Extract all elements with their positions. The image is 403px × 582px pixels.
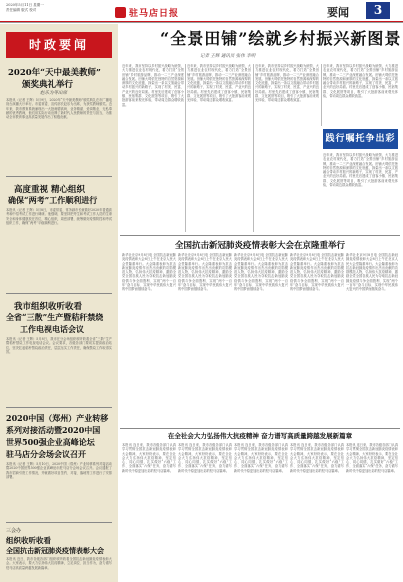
column-divider <box>253 64 254 232</box>
article-5-kicker: 三会办 <box>6 528 22 534</box>
third-headline: 在全社会大力弘扬伟大抗疫精神 奋力谱写高质量跨越发展新篇章 <box>167 432 353 440</box>
second-body-col-5: 新华社北京9月8日电 全国抗击新冠肺炎疫情表彰大会8日上午在北京人民大会堂隆重举行。大会隆重表彰为抗击新冠肺炎疫情作出杰出贡献的功勋模范人物，弘扬伟大抗疫精神，激励全党全国各族人民为夺取抗击新冠肺炎疫情斗争全面胜利、实现“两个一百年”奋斗目标、实现中华民族伟大复兴的中国梦而继续奋斗。 <box>346 253 398 292</box>
issue-date: 2020年5月11日 星期一 <box>6 3 44 7</box>
article-1-headline-line2: 颁奖典礼举行 <box>22 80 74 90</box>
article-1-subhead: 赵乐为等出席 <box>40 91 67 96</box>
lead-body-col-2: 近年来，我市坚持以乡村振兴战略为统领，大力推进农业农村现代化，着力打造“全景田铺”乡村旅游品牌，推动一二三产业深度融合发展。田铺大塆依托独特的自然资源和深厚的文化底蕴，探索出一条以文旅融合带动乡村振兴的新路子，实现了村美、民富、产业兴的良好局面。村里先后建成了创客小镇、民宿集群、文化展馆等项目，吸引了大批游客前来观光体验，带动周边群众增收致富。 <box>187 64 251 103</box>
section-name: 要闻 <box>327 6 349 19</box>
page-number: 3 <box>366 2 390 19</box>
article-3-headline: 我市组织收听收看 <box>14 302 83 312</box>
blue-section-banner: 践行嘱托争出彩 <box>323 129 398 149</box>
divider <box>6 293 112 294</box>
third-body-col-4: 本报讯 连日来，我市各级各部门认真学习贯彻全国抗击新冠肺炎疫情表彰大会精神，大家纷纷表示，要在全社会大力弘扬伟大抗疫精神，坚定信心、同心同德，扎实做好“六稳”工作、全面落实“六保”任务，奋力谱写新时代中原更加出彩的驻马店篇章。 <box>290 443 344 581</box>
header-divider <box>0 21 403 22</box>
column-divider <box>321 64 322 126</box>
third-body-col-1: 本报讯 连日来，我市各级各部门认真学习贯彻全国抗击新冠肺炎疫情表彰大会精神，大家纷纷表示，要在全社会大力弘扬伟大抗疫精神，坚定信心、同心同德，扎实做好“六稳”工作、全面落实“六保”任务，奋力谱写新时代中原更加出彩的驻马店篇章。 <box>122 443 176 581</box>
article-4-body: 本报讯（记者 王辉）5月10日，2020中国（郑州）产业转移系列对接活动暨2020中国世界500强企业高峰论坛驻马店分会场会议召开。会议通报了我市招商引资工作情况，并就做好项目签约、对接、落地等工作进行了安排部署。 <box>6 462 112 479</box>
divider <box>6 176 112 177</box>
article-4-headline-line2: 系列对接活动暨2020中国 <box>6 425 101 435</box>
divider <box>6 522 112 523</box>
second-body-col-2: 新华社北京9月8日电 全国抗击新冠肺炎疫情表彰大会8日上午在北京人民大会堂隆重举行。大会隆重表彰为抗击新冠肺炎疫情作出杰出贡献的功勋模范人物，弘扬伟大抗疫精神，激励全党全国各族人民为夺取抗击新冠肺炎疫情斗争全面胜利、实现“两个一百年”奋斗目标、实现中华民族伟大复兴的中国梦而继续奋斗。 <box>178 253 232 292</box>
newspaper-logo-icon <box>115 7 126 18</box>
left-column-banner: 时政要闻 <box>6 32 112 58</box>
page-header <box>0 0 403 23</box>
masthead <box>115 5 179 19</box>
article-3-headline-line3: 工作电视电话会议 <box>20 324 84 334</box>
article-3-body: 本报讯（记者 王辉）5月8日，我市在分会场组织收听收看全省“三散”生产暨秸秆禁烧工作电视电话会议。会议要求，各级各部门要切实提高政治站位，坚决扛起秸秆禁烧政治责任，层层压实工作责任，确保禁烧工作取得实效。 <box>6 337 112 354</box>
lead-body-col-5: 近年来，我市坚持以乡村振兴战略为统领，大力推进农业农村现代化，着力打造“全景田铺”乡村旅游品牌，推动一二三产业深度融合发展。田铺大塆依托独特的自然资源和深厚的文化底蕴，探索出一条以文旅融合带动乡村振兴的新路子，实现了村美、民富、产业兴的良好局面。村里先后建成了创客小镇、民宿集群、文化展馆等项目，吸引了大批游客前来观光体验，带动周边群众增收致富。 <box>323 153 398 188</box>
article-5-headline-line2: 全国抗击新冠肺炎疫情表彰大会 <box>6 546 104 555</box>
second-body-col-4: 新华社北京9月8日电 全国抗击新冠肺炎疫情表彰大会8日上午在北京人民大会堂隆重举行。大会隆重表彰为抗击新冠肺炎疫情作出杰出贡献的功勋模范人物，弘扬伟大抗疫精神，激励全党全国各族人民为夺取抗击新冠肺炎疫情斗争全面胜利、实现“两个一百年”奋斗目标、实现中华民族伟大复兴的中国梦而继续奋斗。 <box>290 253 344 292</box>
second-body-col-1: 新华社北京9月8日电 全国抗击新冠肺炎疫情表彰大会8日上午在北京人民大会堂隆重举行。大会隆重表彰为抗击新冠肺炎疫情作出杰出贡献的功勋模范人物，弘扬伟大抗疫精神，激励全党全国各族人民为夺取抗击新冠肺炎疫情斗争全面胜利、实现“两个一百年”奋斗目标、实现中华民族伟大复兴的中国梦而继续奋斗。 <box>122 253 176 292</box>
article-2-body: 本报讯（记者 王辉）5月8日，市委常委、常务副市长就做好2020年普通高考和中招考试工作进行调研。他强调，要坚持把考生和考试工作人员的生命安全和身体健康放在首位，精心组织，周密部署，统筹做好疫情防控和考试组织工作，确保“两考”平稳顺利进行。 <box>6 208 112 225</box>
issue-meta <box>6 3 76 13</box>
third-body-col-3: 本报讯 连日来，我市各级各部门认真学习贯彻全国抗击新冠肺炎疫情表彰大会精神，大家纷纷表示，要在全社会大力弘扬伟大抗疫精神，坚定信心、同心同德，扎实做好“六稳”工作、全面落实“六保”任务，奋力谱写新时代中原更加出彩的驻马店篇章。 <box>234 443 288 581</box>
lead-body-col-3: 近年来，我市坚持以乡村振兴战略为统领，大力推进农业农村现代化，着力打造“全景田铺”乡村旅游品牌，推动一二三产业深度融合发展。田铺大塆依托独特的自然资源和深厚的文化底蕴，探索出一条以文旅融合带动乡村振兴的新路子，实现了村美、民富、产业兴的良好局面。村里先后建成了创客小镇、民宿集群、文化展馆等项目，吸引了大批游客前来观光体验，带动周边群众增收致富。 <box>255 64 319 103</box>
article-4-headline: 2020中国（郑州）产业转移 <box>6 413 109 423</box>
third-body-col-5: 本报讯 连日来，我市各级各部门认真学习贯彻全国抗击新冠肺炎疫情表彰大会精神，大家纷纷表示，要在全社会大力弘扬伟大抗疫精神，坚定信心、同心同德，扎实做好“六稳”工作、全面落实“六保”任务，奋力谱写新时代中原更加出彩的驻马店篇章。 <box>346 443 398 581</box>
lead-headline: “全景田铺”绘就乡村振兴新图景 <box>160 29 402 48</box>
second-headline: 全国抗击新冠肺炎疫情表彰大会在京隆重举行 <box>174 241 345 251</box>
divider <box>120 428 400 429</box>
masthead-title: 驻马店日报 <box>129 8 180 19</box>
third-body-col-2: 本报讯 连日来，我市各级各部门认真学习贯彻全国抗击新冠肺炎疫情表彰大会精神，大家纷纷表示，要在全社会大力弘扬伟大抗疫精神，坚定信心、同心同德，扎实做好“六稳”工作、全面落实“六保”任务，奋力谱写新时代中原更加出彩的驻马店篇章。 <box>178 443 232 581</box>
article-2-headline-line2: 确保“两考”工作顺利进行 <box>8 195 98 205</box>
article-1-headline: 2020年“天中最美教师” <box>8 68 101 78</box>
column-divider <box>185 64 186 232</box>
article-5-headline: 组织收听收看 <box>6 536 51 545</box>
lead-byline: 记者 王辉 通讯员 张伟 李明 <box>200 54 256 59</box>
article-2-headline: 高度重视 精心组织 <box>14 185 85 195</box>
editor-credits: 责任编辑 版式 校对 <box>6 8 37 12</box>
divider <box>120 235 400 236</box>
article-4-headline-line4: 驻马店分会场会议召开 <box>6 449 86 459</box>
article-1-body: 本报讯（记者 王辉）5月9日，2020年“天中最美教师”颁奖典礼在市广播电视台演播大厅举行。市委常委、宣传部长赵乐为出席，为获奖教师颁奖。近年来，我市教育系统涌现出一大批师德高尚、业务精湛、爱岗敬业、无私奉献的优秀教师，他们用实际行动诠释了新时代人民教师的责任与担当，为推动全市教育事业高质量发展作出了积极贡献。 <box>6 98 112 120</box>
second-body-col-3: 新华社北京9月8日电 全国抗击新冠肺炎疫情表彰大会8日上午在北京人民大会堂隆重举行。大会隆重表彰为抗击新冠肺炎疫情作出杰出贡献的功勋模范人物，弘扬伟大抗疫精神，激励全党全国各族人民为夺取抗击新冠肺炎疫情斗争全面胜利、实现“两个一百年”奋斗目标、实现中华民族伟大复兴的中国梦而继续奋斗。 <box>234 253 288 292</box>
article-4-headline-line3: 世界500强企业高峰论坛 <box>6 437 95 447</box>
article-5-body: 本报讯 近日，我市各级各部门组织收听收看全国抗击新冠肺炎疫情表彰大会。大家表示，要大力弘扬伟大抗疫精神，立足岗位、担当作为，奋力谱写驻马店高质量跨越发展新篇章。 <box>6 557 112 570</box>
article-3-headline-line2: 全省“三散”生产暨秸秆禁烧 <box>6 312 104 322</box>
lead-body-col-1: 近年来，我市坚持以乡村振兴战略为统领，大力推进农业农村现代化，着力打造“全景田铺”乡村旅游品牌，推动一二三产业深度融合发展。田铺大塆依托独特的自然资源和深厚的文化底蕴，探索出一条以文旅融合带动乡村振兴的新路子，实现了村美、民富、产业兴的良好局面。村里先后建成了创客小镇、民宿集群、文化展馆等项目，吸引了大批游客前来观光体验，带动周边群众增收致富。 <box>122 64 184 107</box>
lead-body-col-4: 近年来，我市坚持以乡村振兴战略为统领，大力推进农业农村现代化，着力打造“全景田铺”乡村旅游品牌，推动一二三产业深度融合发展。田铺大塆依托独特的自然资源和深厚的文化底蕴，探索出一条以文旅融合带动乡村振兴的新路子，实现了村美、民富、产业兴的良好局面。村里先后建成了创客小镇、民宿集群、文化展馆等项目，吸引了大批游客前来观光体验，带动周边群众增收致富。 <box>323 64 398 99</box>
divider <box>6 407 112 408</box>
